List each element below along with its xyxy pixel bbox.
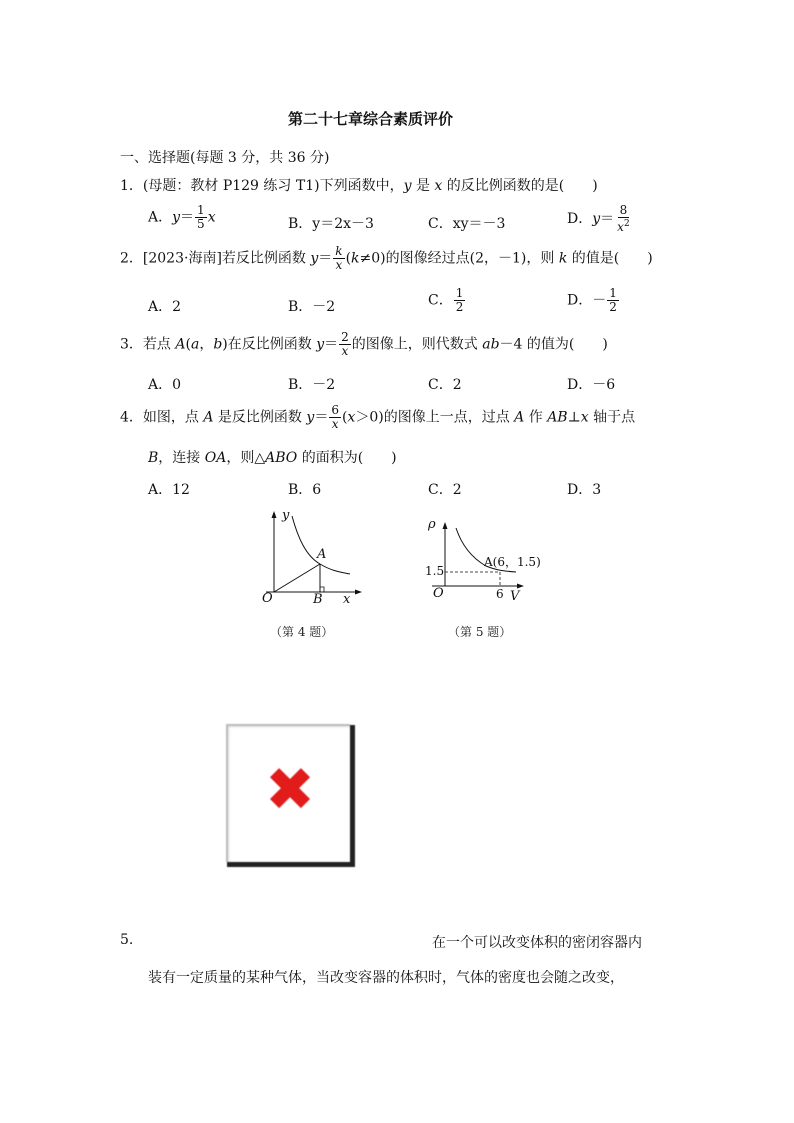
question-3-option-a: A．0	[148, 377, 182, 393]
fig4-label-y: y	[282, 508, 290, 523]
question-3-stem: 3．若点 A(a，b)在反比例函数 y＝ $\frac{2}{x}$ 的图像上，则代数式 ab－4 的值为( )	[120, 330, 608, 358]
fig4-x-arrow	[355, 590, 362, 595]
question-3-option-c: C．2	[428, 377, 462, 393]
question-4-stem-line2: B，连接 OA，则△ABO 的面积为( )	[148, 450, 397, 466]
fig4-segment-oa	[274, 564, 320, 592]
question-1-option-c: C．xy＝－3	[428, 216, 506, 232]
fig5-label-rho: ρ	[428, 517, 436, 532]
question-1-option-a: A．y＝ $\frac{1}{5}$ x	[148, 203, 216, 231]
fig5-label-6: 6	[496, 587, 504, 601]
section-heading: 一、选择题(每题 3 分，共 36 分)	[120, 150, 330, 166]
fig4-label-a: A	[317, 547, 327, 562]
question-1-stem: 1．(母题：教材 P129 练习 T1)下列函数中，y 是 x 的反比例函数的是( )	[120, 178, 598, 194]
question-3-option-d: D．－6	[567, 377, 616, 393]
fig4-label-x: x	[343, 592, 351, 607]
figure-4-caption: （第 4 题）	[270, 625, 334, 639]
question-2-option-a: A．2	[148, 299, 182, 315]
fig5-x-arrow	[517, 584, 524, 589]
question-2-option-c: C． $\frac{1}{2}$	[428, 286, 464, 314]
question-5-line1: 在一个可以改变体积的密闭容器内	[432, 935, 642, 951]
fig5-label-point: A(6，1.5)	[484, 555, 541, 569]
question-2-stem: 2．[2023·海南]若反比例函数 y＝ $\frac{k}{x}$ (k≠0)的图像经过点(2，－1)，则 k 的值是( )	[120, 244, 653, 272]
question-4-option-a: A．12	[148, 482, 190, 498]
figure-5-caption: （第 5 题）	[448, 625, 512, 639]
broken-image-icon: ✖	[264, 755, 316, 825]
question-4-option-c: C．2	[428, 482, 462, 498]
fig5-label-1-5: 1.5	[425, 564, 445, 578]
question-1-option-b: B．y＝2x－3	[288, 216, 374, 232]
fig4-label-o: O	[262, 591, 273, 606]
broken-image-placeholder	[226, 724, 350, 862]
fig4-curve	[292, 516, 350, 574]
fig5-y-arrow	[443, 522, 448, 529]
question-4-option-b: B．6	[288, 482, 322, 498]
fig5-label-o: O	[433, 586, 444, 601]
question-2-option-d: D．－ $\frac{1}{2}$	[567, 286, 617, 314]
fig4-label-b: B	[313, 592, 323, 607]
question-2-option-b: B．－2	[288, 299, 336, 315]
page-title: 第二十七章综合素质评价	[288, 110, 454, 128]
question-4-option-d: D．3	[567, 482, 602, 498]
question-5-number: 5.	[120, 932, 134, 948]
question-4-stem-line1: 4．如图，点 A 是反比例函数 y＝ $\frac{6}{x}$ (x＞0)的图像上一点，过点 A 作 AB⊥x 轴于点	[120, 403, 636, 431]
question-3-option-b: B．－2	[288, 377, 336, 393]
question-1-option-d: D．y＝ $\frac{8}{x^2}$	[567, 203, 630, 234]
fig4-y-arrow	[272, 511, 277, 518]
fig5-label-v: V	[510, 589, 520, 604]
question-5-line2: 装有一定质量的某种气体，当改变容器的体积时，气体的密度也会随之改变，	[148, 970, 624, 986]
